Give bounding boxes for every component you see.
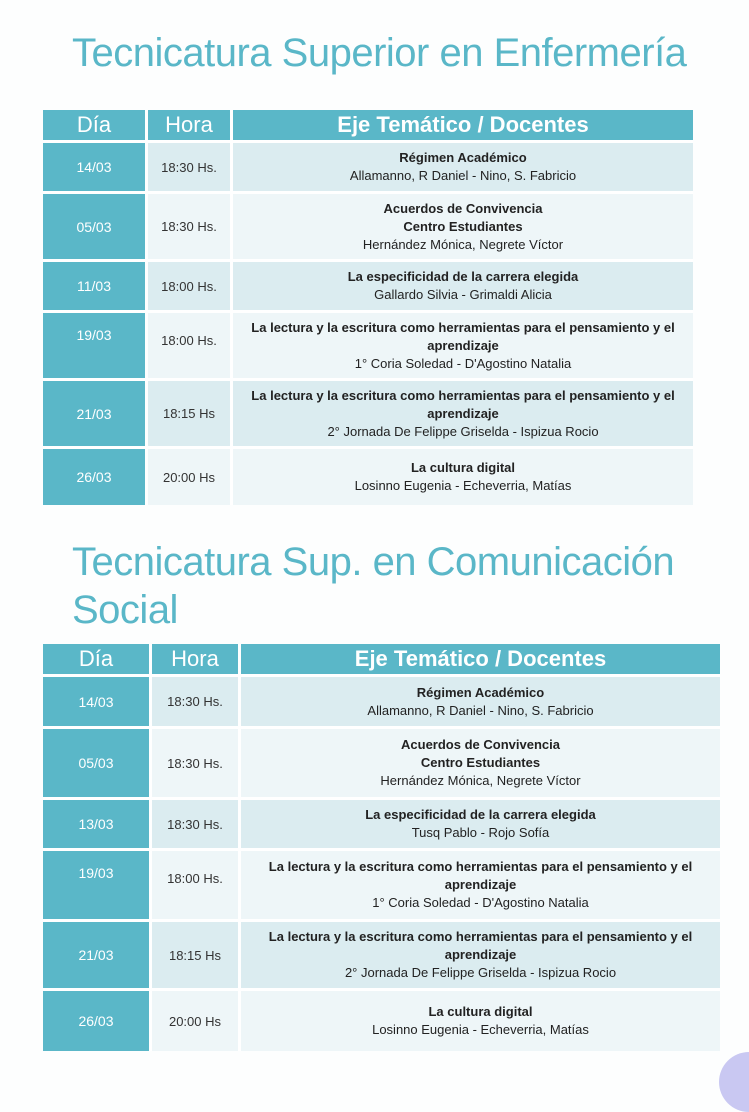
eje-docentes: Losinno Eugenia - Echeverria, Matías: [372, 1022, 589, 1037]
eje-titulo: La lectura y la escritura como herramientas para el pensamiento y el aprendizaje: [268, 859, 693, 892]
cell-dia: 11/03: [43, 262, 145, 310]
cell-dia: 05/03: [43, 194, 145, 259]
cell-hora: 18:00 Hs.: [148, 262, 230, 310]
eje-titulo: Acuerdos de Convivencia: [401, 737, 560, 752]
cell-eje-tematico: [233, 381, 693, 446]
cell-eje-tematico: [233, 262, 693, 310]
cell-dia: 14/03: [43, 677, 149, 726]
eje-titulo: Régimen Académico: [416, 684, 545, 700]
cell-dia: 19/03: [43, 851, 149, 919]
cell-eje-tematico: [241, 991, 720, 1051]
header-hora: Hora: [148, 110, 230, 140]
cell-hora: 18:30 Hs.: [152, 729, 238, 797]
cell-eje-tematico: [241, 677, 720, 726]
schedule-table-enfermeria: [43, 110, 693, 505]
eje-docentes: Tusq Pablo - Rojo Sofía: [411, 825, 550, 840]
cell-dia: 21/03: [43, 922, 149, 988]
cell-eje-tematico: [241, 851, 720, 919]
cell-eje-tematico: [233, 194, 693, 259]
eje-titulo: La cultura digital: [410, 460, 515, 475]
cell-dia: 26/03: [43, 991, 149, 1051]
eje-titulo: La lectura y la escritura como herramientas para el pensamiento y el aprendizaje: [251, 319, 675, 353]
eje-titulo: Acuerdos de Convivencia: [383, 200, 543, 216]
eje-docentes: Hernández Mónica, Negrete Víctor: [380, 773, 581, 788]
eje-docentes: 2° Jornada De Felippe Griselda - Ispizua Rocio: [344, 965, 617, 980]
eje-titulo: La especificidad de la carrera elegida: [347, 269, 579, 284]
eje-docentes: 1° Coria Soledad - D'Agostino Natalia: [372, 895, 589, 910]
eje-titulo: La cultura digital: [428, 1004, 533, 1019]
cell-eje-tematico: [241, 922, 720, 988]
eje-titulo: Centro Estudiantes: [420, 755, 541, 770]
eje-titulo: Centro Estudiantes: [403, 218, 523, 234]
cell-dia: 26/03: [43, 449, 145, 505]
eje-titulo: Régimen Académico: [399, 150, 527, 165]
cell-hora: 20:00 Hs: [148, 449, 230, 505]
eje-docentes: Gallardo Silvia - Grimaldi Alicia: [374, 287, 552, 302]
cell-eje-tematico: [233, 449, 693, 505]
cell-hora: 18:15 Hs: [148, 381, 230, 446]
eje-docentes: 2° Jornada De Felippe Griselda - Ispizua Rocio: [327, 423, 599, 439]
section-title-enfermeria: Tecnicatura Superior en Enfermería: [72, 31, 687, 75]
cell-dia: 05/03: [43, 729, 149, 797]
cell-hora: 20:00 Hs: [152, 991, 238, 1051]
eje-titulo: La especificidad de la carrera elegida: [365, 807, 596, 822]
cell-eje-tematico: [233, 313, 693, 378]
cell-hora: 18:15 Hs: [152, 922, 238, 988]
eje-docentes: Hernández Mónica, Negrete Víctor: [362, 236, 564, 252]
cell-dia: 14/03: [43, 143, 145, 191]
header-dia: Día: [43, 644, 149, 674]
header-hora: Hora: [152, 644, 238, 674]
corner-decoration: [719, 1052, 749, 1112]
cell-dia: 13/03: [43, 800, 149, 848]
section-title-comunicacion: Tecnicatura Sup. en Comunicación Social: [72, 540, 675, 632]
cell-hora: 18:00 Hs.: [148, 313, 230, 378]
eje-docentes: Allamanno, R Daniel - Nino, S. Fabricio: [349, 168, 577, 183]
cell-hora: 18:30 Hs.: [152, 677, 238, 726]
header-eje: Eje Temático / Docentes: [233, 110, 693, 140]
header-eje: Eje Temático / Docentes: [241, 644, 720, 674]
cell-eje-tematico: [233, 143, 693, 191]
cell-hora: 18:00 Hs.: [152, 851, 238, 919]
eje-docentes: 1° Coria Soledad - D'Agostino Natalia: [354, 355, 572, 371]
schedule-table-comunicacion: [43, 644, 720, 1051]
eje-docentes: Allamanno, R Daniel - Nino, S. Fabricio: [367, 702, 594, 718]
cell-dia: 21/03: [43, 381, 145, 446]
header-dia: Día: [43, 110, 145, 140]
cell-hora: 18:30 Hs.: [148, 194, 230, 259]
cell-eje-tematico: [241, 800, 720, 848]
eje-titulo: La lectura y la escritura como herramientas para el pensamiento y el aprendizaje: [251, 387, 675, 421]
cell-eje-tematico: [241, 729, 720, 797]
eje-docentes: Losinno Eugenia - Echeverria, Matías: [354, 478, 572, 493]
cell-hora: 18:30 Hs.: [148, 143, 230, 191]
cell-dia: 19/03: [43, 313, 145, 378]
eje-titulo: La lectura y la escritura como herramientas para el pensamiento y el aprendizaje: [268, 929, 693, 962]
cell-hora: 18:30 Hs.: [152, 800, 238, 848]
